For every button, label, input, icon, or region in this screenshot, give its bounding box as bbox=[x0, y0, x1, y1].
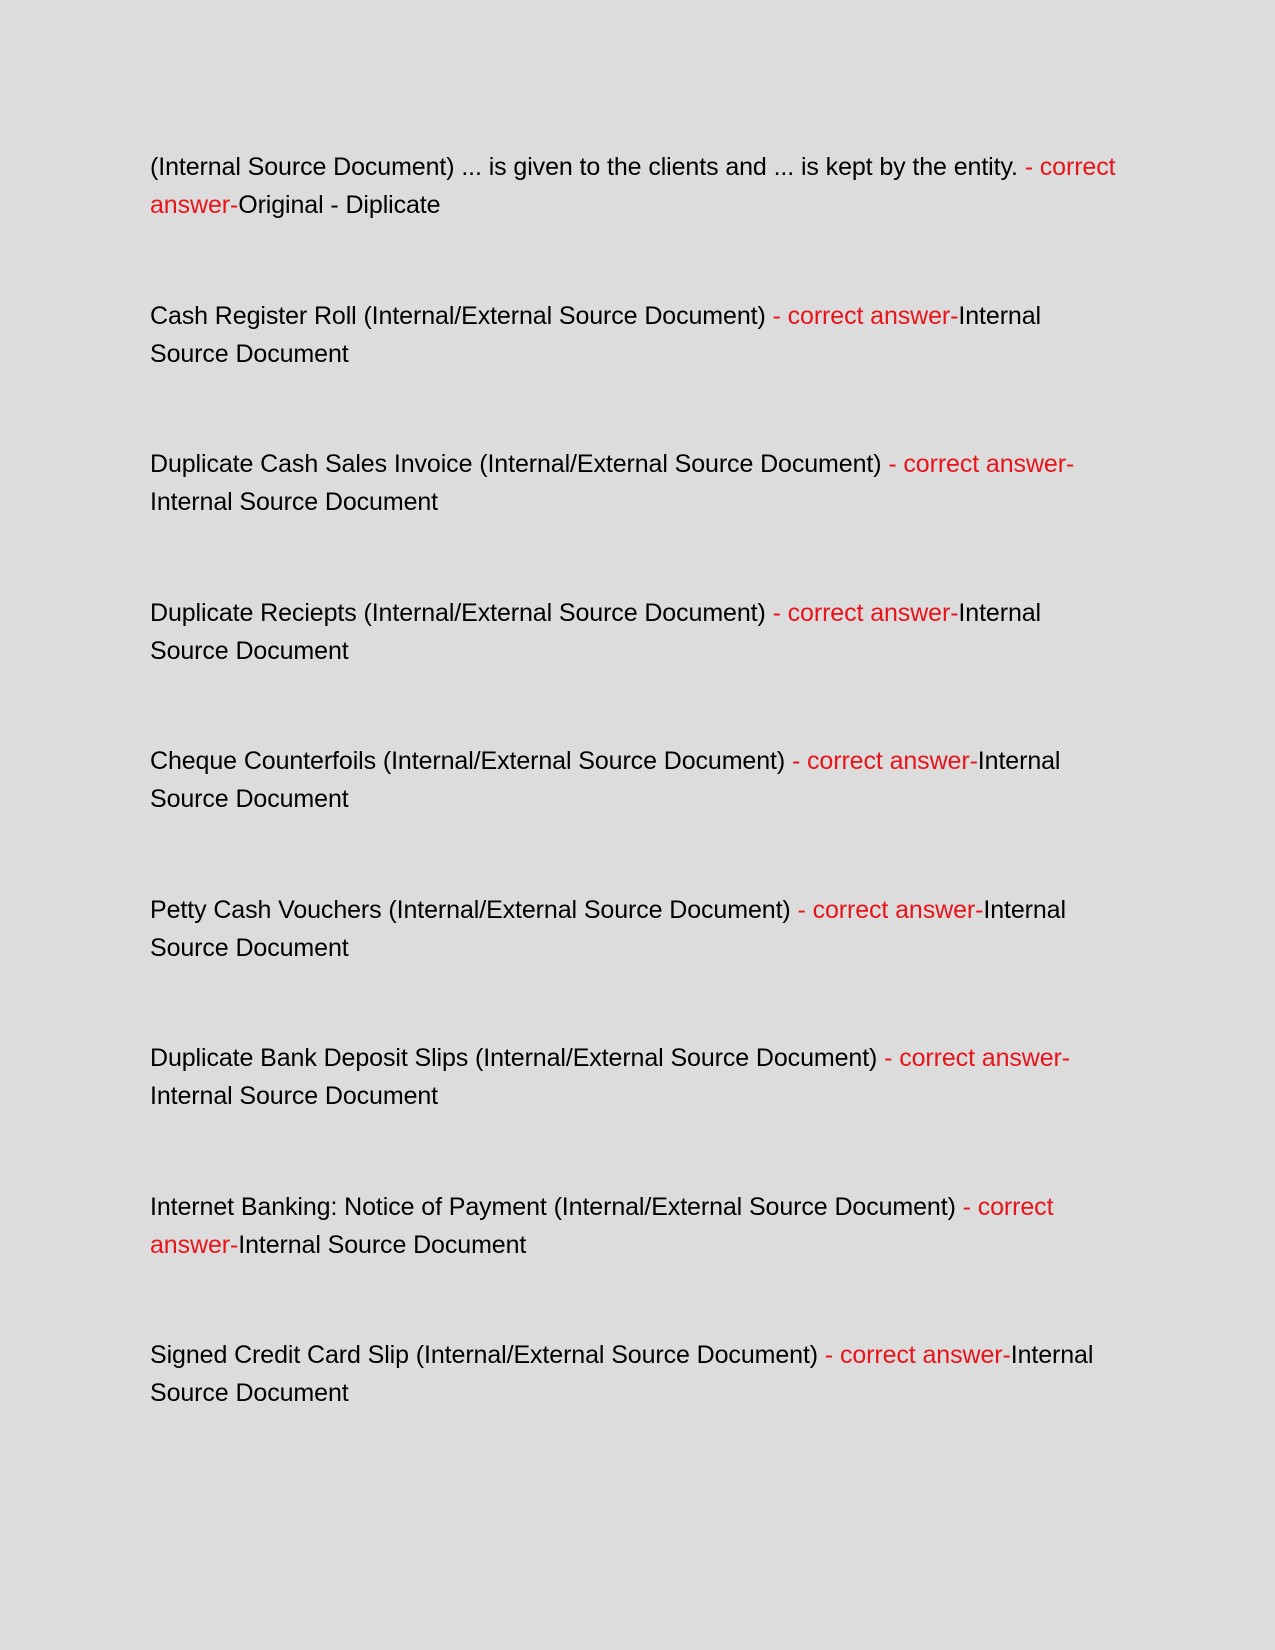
correct-answer-marker: - correct answer- bbox=[772, 598, 959, 627]
question-text: Duplicate Reciepts (Internal/External Source Document) bbox=[150, 598, 773, 627]
question-text: Duplicate Cash Sales Invoice (Internal/External Source Document) bbox=[150, 450, 889, 478]
answer-text: Original - Diplicate bbox=[238, 191, 441, 219]
qa-item-petty-cash-vouchers bbox=[150, 891, 1125, 967]
answer-text: Internal Source Document bbox=[150, 747, 1061, 813]
question-text: Petty Cash Vouchers (Internal/External Source Document) bbox=[150, 895, 798, 924]
question-text: Cheque Counterfoils (Internal/External Source Document) bbox=[150, 747, 792, 775]
correct-answer-marker: - correct answer- bbox=[772, 301, 959, 330]
question-text: Signed Credit Card Slip (Internal/External Source Document) bbox=[150, 1341, 825, 1369]
correct-answer-marker: - correct answer- bbox=[150, 1192, 1054, 1259]
question-text: Internet Banking: Notice of Payment (Internal/External Source Document) bbox=[150, 1192, 963, 1221]
question-text: Duplicate Bank Deposit Slips (Internal/External Source Document) bbox=[150, 1044, 885, 1072]
correct-answer-marker: - correct answer- bbox=[884, 1044, 1070, 1072]
answer-text: Internal Source Document bbox=[150, 1082, 439, 1110]
answer-text: Internal Source Document bbox=[150, 488, 439, 516]
answer-text: Internal Source Document bbox=[150, 301, 1041, 368]
answer-text: Internal Source Document bbox=[150, 1341, 1094, 1407]
qa-item-original-duplicate bbox=[150, 148, 1125, 224]
correct-answer-marker: - correct answer- bbox=[797, 895, 984, 924]
qa-list bbox=[150, 148, 1125, 1485]
correct-answer-marker: - correct answer- bbox=[150, 153, 1116, 219]
qa-item-cheque-counterfoils bbox=[150, 742, 1125, 818]
answer-text: Internal Source Document bbox=[150, 895, 1066, 962]
qa-item-duplicate-bank-deposit-slips bbox=[150, 1039, 1125, 1115]
question-text: (Internal Source Document) ... is given to the clients and ... is kept by the entity. bbox=[150, 153, 1025, 181]
qa-item-duplicate-reciepts bbox=[150, 594, 1125, 670]
correct-answer-marker: - correct answer- bbox=[824, 1341, 1011, 1369]
question-text: Cash Register Roll (Internal/External Source Document) bbox=[150, 301, 773, 330]
answer-text: Internal Source Document bbox=[238, 1230, 527, 1259]
answer-text: Internal Source Document bbox=[150, 598, 1042, 665]
correct-answer-marker: - correct answer- bbox=[888, 450, 1075, 478]
qa-item-signed-credit-card-slip bbox=[150, 1336, 1125, 1412]
qa-item-cash-register-roll bbox=[150, 297, 1125, 373]
correct-answer-marker: - correct answer- bbox=[791, 747, 978, 775]
qa-item-duplicate-cash-sales-invoice bbox=[150, 445, 1125, 521]
qa-item-internet-banking-notice bbox=[150, 1188, 1125, 1264]
